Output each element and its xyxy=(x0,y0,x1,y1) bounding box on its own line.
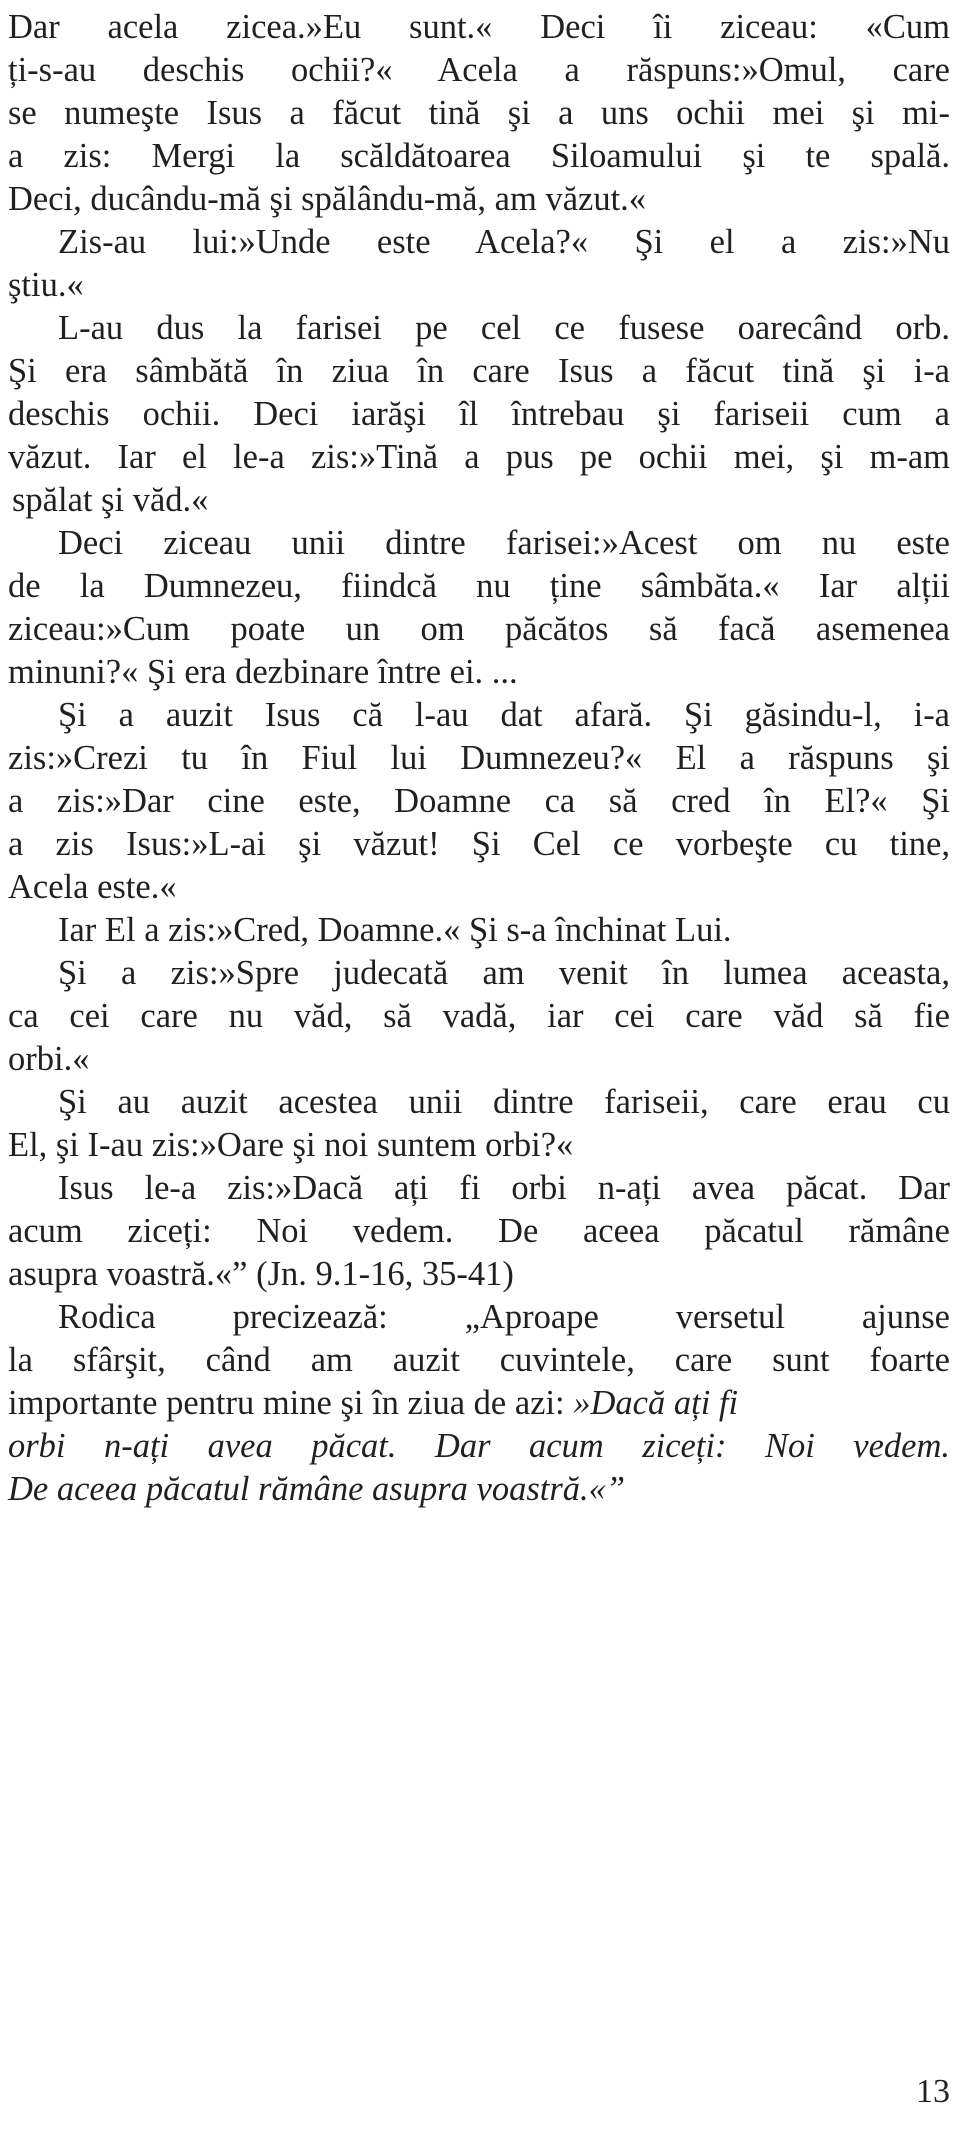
page-number: 13 xyxy=(916,2073,950,2110)
text-line: orbi.« xyxy=(8,1040,90,1078)
text-line: Şi a auzit Isus că l-au dat afară. Şi găsindu-l, i-a xyxy=(58,696,950,734)
text-line: Şi au auzit acestea unii dintre fariseii, care erau cu xyxy=(58,1083,950,1121)
text-line: ți-s-au deschis ochii?« Acela a răspuns:»Omul, care xyxy=(8,51,950,89)
text-line: a zis:»Dar cine este, Doamne ca să cred în El?« Şi xyxy=(8,782,950,820)
text-line: asupra voastră.«” (Jn. 9.1-16, 35-41) xyxy=(8,1255,514,1293)
text-line: se numeşte Isus a făcut tină şi a uns ochii mei şi mi- xyxy=(8,94,950,132)
text-line: ziceau:»Cum poate un om păcătos să facă asemenea xyxy=(8,610,950,648)
text-line: El, şi I-au zis:»Oare şi noi suntem orbi?« xyxy=(8,1126,574,1164)
text-line: Iar El a zis:»Cred, Doamne.« Şi s-a închinat Lui. xyxy=(58,911,732,949)
text-line: De aceea păcatul rămâne asupra voastră.«” xyxy=(8,1470,626,1508)
text-line: Rodica precizează: „Aproape versetul ajunse xyxy=(58,1298,950,1336)
text-line: Zis-au lui:»Unde este Acela?« Şi el a zis:»Nu xyxy=(58,223,950,261)
text-line: Şi era sâmbătă în ziua în care Isus a făcut tină şi i-a xyxy=(8,352,950,390)
text-line: spălat şi văd.« xyxy=(12,481,209,519)
text-line: ca cei care nu văd, să vadă, iar cei care văd să fie xyxy=(8,997,950,1035)
text-line xyxy=(8,1382,950,1426)
text-line: ştiu.« xyxy=(8,266,84,304)
text-line: L-au dus la farisei pe cel ce fusese oarecând orb. xyxy=(58,309,950,347)
text-line: a zis: Mergi la scăldătoarea Siloamului şi te spală. xyxy=(8,137,950,175)
text-line: deschis ochii. Deci iarăşi îl întrebau şi fariseii cum a xyxy=(8,395,950,433)
text-line: Deci, ducându-mă şi spălându-mă, am văzut.« xyxy=(8,180,647,218)
text-line: Isus le-a zis:»Dacă ați fi orbi n-ați avea păcat. Dar xyxy=(58,1169,950,1207)
text-line: Acela este.« xyxy=(8,868,177,906)
italic-segment: »Dacă ați fi xyxy=(573,1384,739,1422)
text-line: la sfârşit, când am auzit cuvintele, care sunt foarte xyxy=(8,1341,950,1379)
text-line: zis:»Crezi tu în Fiul lui Dumnezeu?« El a răspuns şi xyxy=(8,739,950,777)
text-line: Deci ziceau unii dintre farisei:»Acest om nu este xyxy=(58,524,950,562)
text-line: Şi a zis:»Spre judecată am venit în lumea aceasta, xyxy=(58,954,950,992)
text-line: de la Dumnezeu, fiindcă nu ține sâmbăta.« Iar alții xyxy=(8,567,950,605)
text-line: minuni?« Şi era dezbinare între ei. ... xyxy=(8,653,518,691)
text-line: a zis Isus:»L-ai şi văzut! Şi Cel ce vorbeşte cu tine, xyxy=(8,825,950,863)
text-line: Dar acela zicea.»Eu sunt.« Deci îi ziceau: «Cum xyxy=(8,8,950,46)
text-line: văzut. Iar el le-a zis:»Tină a pus pe ochii mei, şi m-am xyxy=(8,438,950,476)
text-line: acum ziceți: Noi vedem. De aceea păcatul rămâne xyxy=(8,1212,950,1250)
text-segment: importante pentru mine şi în ziua de azi: xyxy=(8,1384,574,1422)
text-line: orbi n-ați avea păcat. Dar acum ziceți: Noi vedem. xyxy=(8,1427,950,1465)
